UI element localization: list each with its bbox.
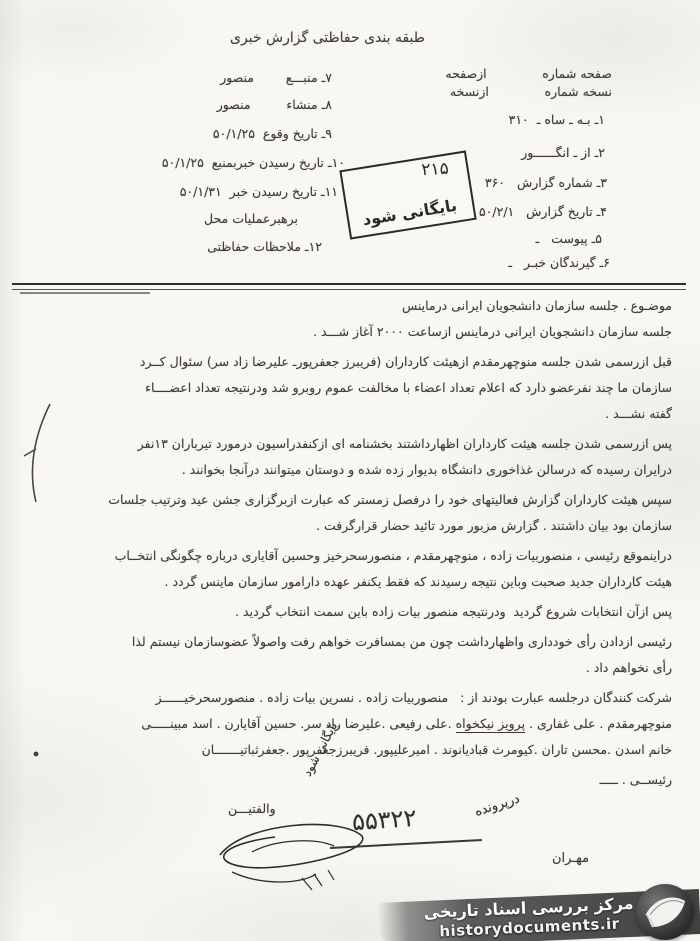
body-line: پس ازآن انتخابات شروع گردید ودرنتیجه منصور بیات زاده باین سمت انتخاب گردید . — [235, 604, 672, 619]
field-date-received-by-source: ۱۰ـ تاریخ رسیدن خبربمنبع ۵۰/۱/۲۵ — [161, 155, 345, 170]
signature-scribble-icon — [190, 800, 400, 895]
field-occurrence-date: ۹ـ تاریخ وقوع ۵۰/۱/۲۵ — [212, 126, 332, 141]
signature-typed-word: والفتیـــن — [228, 801, 276, 816]
body-subject: موضـوع . جلسه سازمان دانشجویان ایرانی درماینس — [401, 298, 672, 313]
body-line: شرکت کنندگان درجلسه عبارت بودند از : منصوربیات زاده . نسرین بیات زاده . منصورسحرخیــــــز — [155, 690, 672, 705]
body-line: سازمان ما چند نفرعضو دارد که اعلام تعداد اعضاء با مخالفت عموم روبرو شد ودرنتیجه تعداد اعضــــاء — [145, 380, 672, 395]
watermark-title: مرکز بررسی اسناد تاریخی — [423, 893, 634, 923]
body-line: پس ازرسمی شدن جلسه هیئت کارداران اظهارداشتند بخشنامه ای ازکنفدراسیون درمورد تیرباران ۱۳نفر — [137, 436, 672, 451]
field-origin: ۸ـ منشاء منصور — [216, 97, 332, 112]
field-date-received: ۱۱ـ تاریخ رسیدن خبر ۵۰/۱/۳۱ — [179, 184, 338, 199]
watermark-domain: historydocuments.ir — [438, 914, 620, 941]
body-line: رئیســی . ـــــ — [599, 772, 672, 787]
body-line: قبل ازرسمی شدن جلسه منوچهرمقدم ازهیئت کارداران (فریبرز جعفرپورـ علیرضا زاد سر) سئوال کــرد — [139, 354, 672, 369]
body-line: دراینموقع رئیسی ، منصوربیات زاده ، منوچهرمقدم ، منصورسحرخیز وحسین آقایاری درباره چگونگی انتخــاب — [114, 548, 672, 563]
body-line: جلسه سازمان دانشجویان ایرانی درماینس ازساعت ۲۰۰۰ آغاز شـــد . — [313, 324, 672, 339]
participants-before: منوچهرمقدم . علی غفاری . — [525, 716, 672, 731]
body-line: درایران رسیده که درسالن غذاخوری دانشگاه بدیوار زده شده و دوستان میتوانند درآنجا بخوانند . — [181, 462, 672, 477]
watermark-text — [423, 893, 634, 941]
body-line: خانم اسدن .محسن تاران .کیومرث قبادیانوند . امیرعلیپور. فریبرزجعفرپور .جعفرثباتیـــــــان — [201, 742, 672, 757]
body-line: هیئت کارداران جدید صحبت وباین نتیجه رسیدند که فقط یکنفر عهده دارامور سازمان ماینس گردد . — [164, 574, 672, 589]
field-page-number: صفحه شماره ازصفحه — [445, 66, 612, 81]
body-line: سپس هیئت کارداران گزارش فعالیتهای خود را درفصل زمستر که عبارت ازبرگزاری جشن عید وترتیب جلسات — [108, 492, 672, 507]
header-separator — [12, 283, 686, 290]
body-line: رئیسی ازدادن رأی خودداری واظهارداشت چون من بمسافرت خواهم رفت واصولاً عضوسازمان نیستم لذا — [131, 634, 672, 649]
report-body — [24, 293, 672, 793]
body-line: سازمان بود بیان داشتند . گزارش مزبور مورد تائید حضار قرارگرفت . — [316, 518, 672, 533]
field-news-recipients: ۶ـ گیرندگان خبـر ـ — [508, 255, 610, 270]
classification-title: طبقه بندی حفاظتی گزارش خبری — [230, 30, 425, 46]
handwritten-file-number: ۵۵۳۲۲ — [351, 803, 418, 837]
stamp-text: بایگانی شود — [361, 195, 459, 230]
field-copy-number: نسخه شماره ازنسخه — [449, 84, 612, 99]
body-line-participants — [24, 711, 672, 737]
stamp-number: ۲۱۵ — [420, 158, 449, 181]
field-report-date: ۴ـ تاریخ گزارش ۵۰/۲/۱ — [478, 204, 607, 219]
field-from: ۲ـ از ـ انگــــــور — [521, 145, 605, 160]
handwritten-file-note-right: درپرونده — [472, 791, 522, 820]
field-report-number: ۳ـ شماره گزارش ۳۶۰ — [484, 175, 607, 190]
handwritten-file-note-left: بایگانی شود — [300, 719, 341, 779]
signature-typed-name: مهـران — [552, 851, 590, 866]
field-source: ۷ـ منبـــع منصور — [220, 70, 332, 85]
field-attachment: ۵ـ پیوست ـ — [535, 231, 602, 246]
field-to: ۱ـ بـه ـ ساه ـ ۳۱۰ — [508, 112, 605, 127]
field-security-notes: ۱۲ـ ملاحظات حفاظتی — [207, 239, 322, 254]
body-line: گفته نشـــد . — [605, 406, 672, 421]
archive-stamp — [339, 150, 476, 239]
field-ops-leader-note: برهبرعملیات محل — [203, 211, 298, 226]
body-line: رأی نخواهم داد . — [585, 660, 672, 675]
participants-after: .علی رفیعی .علیرضا راد سر. حسین آقایارن . اسد مبینـــــی — [141, 716, 456, 731]
watermark-logo-icon — [636, 884, 694, 940]
underlined-name: پرویز نیکخواه — [455, 716, 526, 731]
